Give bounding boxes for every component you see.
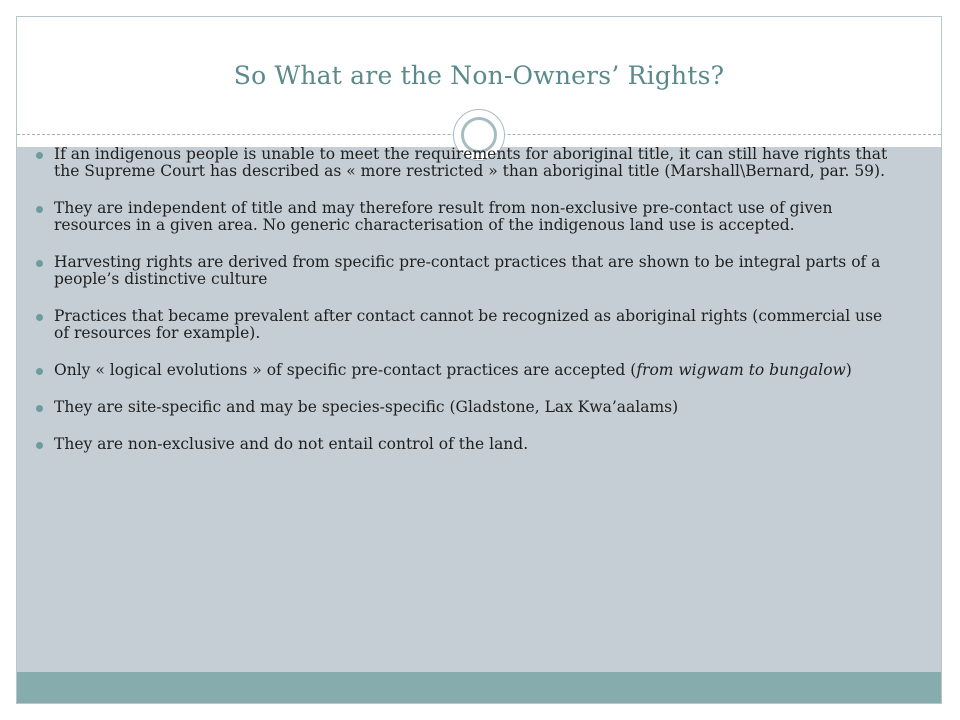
bullet-item	[36, 254, 896, 288]
bullet-text: Practices that became prevalent after contact cannot be recognized as aboriginal rights (commercial use of resources for example).	[54, 307, 883, 342]
bullet-item	[36, 399, 896, 416]
bullet-item	[36, 436, 896, 453]
bullet-text: If an indigenous people is unable to meet the requirements for aboriginal title, it can still have rights that the Supreme Court has described as « more restricted » than aboriginal title (Marshall\Bernard, par. 59).	[54, 145, 888, 180]
bullet-dot-icon	[36, 314, 43, 321]
footer-bar	[17, 672, 941, 704]
bullet-dot-icon	[36, 368, 43, 375]
bullet-text: They are site-specific and may be species-specific (Gladstone, Lax Kwa’aalams)	[54, 398, 679, 416]
bullet-list	[36, 146, 896, 473]
bullet-dot-icon	[36, 260, 43, 267]
bullet-text-italic: from wigwam to bungalow	[636, 361, 846, 379]
bullet-text: They are non-exclusive and do not entail control of the land.	[54, 435, 529, 453]
bullet-dot-icon	[36, 405, 43, 412]
bullet-item	[36, 362, 896, 379]
bullet-dot-icon	[36, 152, 43, 159]
bullet-text: Harvesting rights are derived from specific pre-contact practices that are shown to be integral parts of a people’s distinctive culture	[54, 253, 881, 288]
slide-title: So What are the Non-Owners’ Rights?	[233, 61, 725, 90]
bullet-item	[36, 308, 896, 342]
bullet-text-before: Only « logical evolutions » of specific pre-contact practices are accepted (	[54, 361, 637, 379]
bullet-text-after: )	[845, 361, 852, 379]
bullet-item	[36, 200, 896, 234]
bullet-dot-icon	[36, 206, 43, 213]
bullet-item	[36, 146, 896, 180]
bullet-text: They are independent of title and may therefore result from non-exclusive pre-contact use of given resources in a given area. No generic characterisation of the indigenous land use is accepted.	[54, 199, 833, 234]
bullet-text	[54, 361, 852, 379]
bullet-dot-icon	[36, 442, 43, 449]
